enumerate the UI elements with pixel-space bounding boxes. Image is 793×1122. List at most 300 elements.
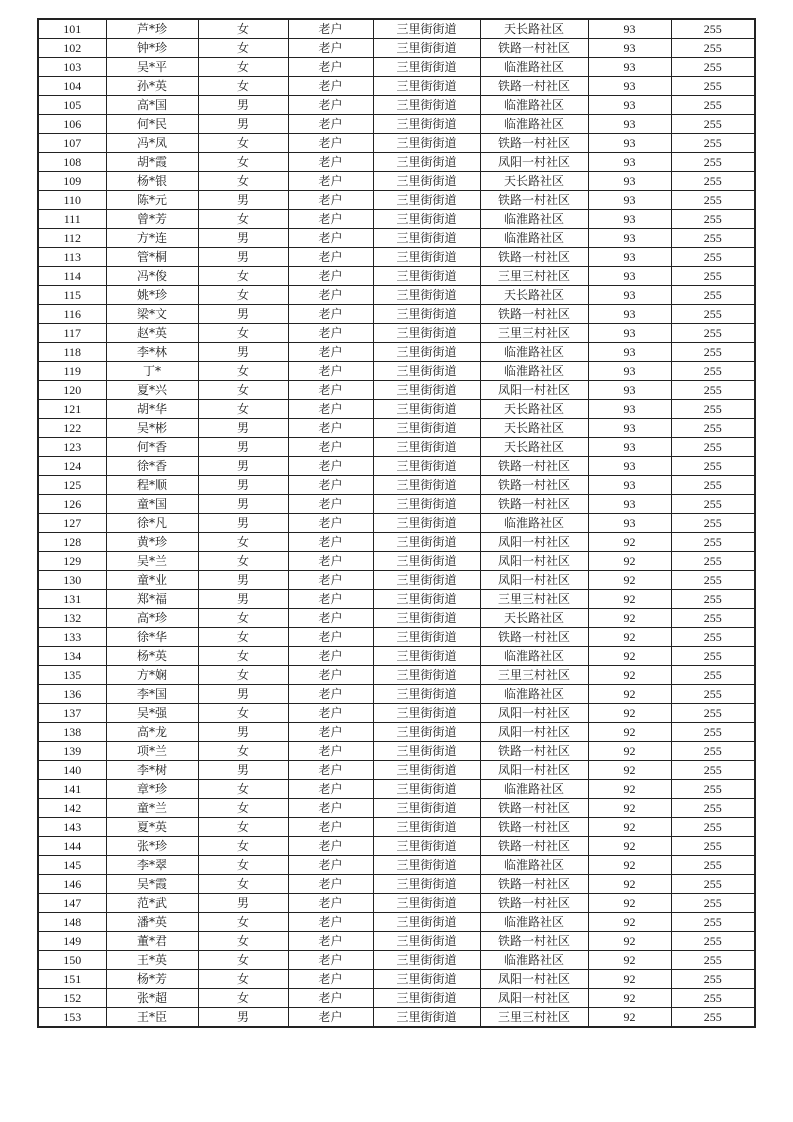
cell-household-type: 老户	[288, 343, 373, 362]
cell-score: 93	[588, 191, 671, 210]
cell-community: 临淮路社区	[480, 96, 588, 115]
table-row	[38, 495, 755, 514]
cell-household-type: 老户	[288, 134, 373, 153]
cell-amount: 255	[671, 438, 755, 457]
cell-community: 铁路一村社区	[480, 495, 588, 514]
cell-community: 天长路社区	[480, 609, 588, 628]
cell-score: 92	[588, 552, 671, 571]
cell-community: 铁路一村社区	[480, 248, 588, 267]
cell-street: 三里街街道	[373, 381, 480, 400]
cell-name: 郑*福	[106, 590, 198, 609]
cell-household-type: 老户	[288, 153, 373, 172]
cell-score: 93	[588, 39, 671, 58]
cell-amount: 255	[671, 761, 755, 780]
cell-score: 93	[588, 400, 671, 419]
cell-household-type: 老户	[288, 647, 373, 666]
cell-household-type: 老户	[288, 115, 373, 134]
table-row	[38, 400, 755, 419]
cell-name: 李*树	[106, 761, 198, 780]
cell-community: 天长路社区	[480, 172, 588, 191]
cell-name: 童*兰	[106, 799, 198, 818]
cell-score: 93	[588, 381, 671, 400]
cell-household-type: 老户	[288, 856, 373, 875]
cell-household-type: 老户	[288, 609, 373, 628]
cell-score: 93	[588, 343, 671, 362]
cell-serial-number: 106	[38, 115, 106, 134]
cell-street: 三里街街道	[373, 609, 480, 628]
cell-name: 范*武	[106, 894, 198, 913]
cell-community: 天长路社区	[480, 438, 588, 457]
cell-household-type: 老户	[288, 381, 373, 400]
cell-community: 铁路一村社区	[480, 191, 588, 210]
cell-amount: 255	[671, 571, 755, 590]
cell-amount: 255	[671, 514, 755, 533]
table-row	[38, 58, 755, 77]
table-row	[38, 818, 755, 837]
cell-community: 凤阳一村社区	[480, 552, 588, 571]
cell-serial-number: 122	[38, 419, 106, 438]
cell-name: 胡*霞	[106, 153, 198, 172]
cell-name: 高*龙	[106, 723, 198, 742]
cell-household-type: 老户	[288, 96, 373, 115]
table-row	[38, 609, 755, 628]
cell-score: 93	[588, 77, 671, 96]
table-row	[38, 172, 755, 191]
table-row	[38, 324, 755, 343]
table-row	[38, 229, 755, 248]
cell-community: 临淮路社区	[480, 913, 588, 932]
table-row	[38, 476, 755, 495]
cell-amount: 255	[671, 191, 755, 210]
cell-serial-number: 120	[38, 381, 106, 400]
table-row	[38, 590, 755, 609]
cell-serial-number: 109	[38, 172, 106, 191]
cell-community: 铁路一村社区	[480, 305, 588, 324]
cell-community: 凤阳一村社区	[480, 704, 588, 723]
cell-street: 三里街街道	[373, 970, 480, 989]
cell-score: 92	[588, 989, 671, 1008]
cell-household-type: 老户	[288, 875, 373, 894]
cell-gender: 男	[198, 248, 288, 267]
cell-amount: 255	[671, 552, 755, 571]
cell-community: 铁路一村社区	[480, 875, 588, 894]
cell-street: 三里街街道	[373, 647, 480, 666]
cell-serial-number: 146	[38, 875, 106, 894]
cell-name: 梁*文	[106, 305, 198, 324]
cell-name: 李*林	[106, 343, 198, 362]
table-row	[38, 381, 755, 400]
cell-street: 三里街街道	[373, 951, 480, 970]
cell-community: 临淮路社区	[480, 210, 588, 229]
cell-amount: 255	[671, 989, 755, 1008]
cell-household-type: 老户	[288, 1008, 373, 1028]
cell-name: 陈*元	[106, 191, 198, 210]
cell-community: 铁路一村社区	[480, 457, 588, 476]
cell-street: 三里街街道	[373, 552, 480, 571]
cell-score: 93	[588, 514, 671, 533]
table-row	[38, 96, 755, 115]
cell-gender: 女	[198, 286, 288, 305]
cell-amount: 255	[671, 913, 755, 932]
cell-community: 铁路一村社区	[480, 77, 588, 96]
cell-amount: 255	[671, 875, 755, 894]
cell-street: 三里街街道	[373, 628, 480, 647]
cell-score: 93	[588, 267, 671, 286]
cell-gender: 女	[198, 799, 288, 818]
cell-gender: 女	[198, 552, 288, 571]
cell-name: 董*君	[106, 932, 198, 951]
cell-community: 临淮路社区	[480, 115, 588, 134]
cell-serial-number: 112	[38, 229, 106, 248]
cell-amount: 255	[671, 457, 755, 476]
cell-community: 临淮路社区	[480, 229, 588, 248]
cell-name: 李*翠	[106, 856, 198, 875]
cell-amount: 255	[671, 343, 755, 362]
cell-score: 93	[588, 210, 671, 229]
cell-community: 铁路一村社区	[480, 932, 588, 951]
cell-score: 92	[588, 666, 671, 685]
cell-name: 胡*华	[106, 400, 198, 419]
cell-community: 凤阳一村社区	[480, 989, 588, 1008]
cell-gender: 女	[198, 400, 288, 419]
cell-serial-number: 101	[38, 19, 106, 39]
cell-gender: 男	[198, 229, 288, 248]
cell-community: 铁路一村社区	[480, 894, 588, 913]
cell-community: 临淮路社区	[480, 58, 588, 77]
cell-serial-number: 137	[38, 704, 106, 723]
cell-score: 92	[588, 818, 671, 837]
cell-name: 夏*兴	[106, 381, 198, 400]
cell-gender: 男	[198, 571, 288, 590]
cell-community: 铁路一村社区	[480, 837, 588, 856]
cell-gender: 女	[198, 267, 288, 286]
cell-gender: 男	[198, 457, 288, 476]
cell-amount: 255	[671, 932, 755, 951]
cell-gender: 女	[198, 609, 288, 628]
cell-name: 孙*英	[106, 77, 198, 96]
cell-street: 三里街街道	[373, 134, 480, 153]
cell-household-type: 老户	[288, 248, 373, 267]
table-row	[38, 134, 755, 153]
cell-score: 93	[588, 476, 671, 495]
cell-gender: 女	[198, 856, 288, 875]
cell-serial-number: 138	[38, 723, 106, 742]
cell-community: 临淮路社区	[480, 647, 588, 666]
cell-gender: 男	[198, 305, 288, 324]
cell-household-type: 老户	[288, 780, 373, 799]
cell-serial-number: 124	[38, 457, 106, 476]
cell-serial-number: 139	[38, 742, 106, 761]
cell-street: 三里街街道	[373, 438, 480, 457]
cell-household-type: 老户	[288, 533, 373, 552]
cell-gender: 女	[198, 324, 288, 343]
cell-household-type: 老户	[288, 39, 373, 58]
cell-serial-number: 114	[38, 267, 106, 286]
cell-household-type: 老户	[288, 723, 373, 742]
cell-score: 92	[588, 913, 671, 932]
cell-amount: 255	[671, 286, 755, 305]
cell-household-type: 老户	[288, 932, 373, 951]
table-row	[38, 837, 755, 856]
cell-gender: 男	[198, 894, 288, 913]
cell-serial-number: 118	[38, 343, 106, 362]
cell-gender: 女	[198, 913, 288, 932]
cell-amount: 255	[671, 324, 755, 343]
cell-name: 杨*英	[106, 647, 198, 666]
cell-amount: 255	[671, 419, 755, 438]
cell-amount: 255	[671, 704, 755, 723]
cell-street: 三里街街道	[373, 856, 480, 875]
cell-street: 三里街街道	[373, 495, 480, 514]
table-row	[38, 780, 755, 799]
cell-name: 夏*英	[106, 818, 198, 837]
cell-household-type: 老户	[288, 172, 373, 191]
cell-gender: 女	[198, 970, 288, 989]
cell-household-type: 老户	[288, 438, 373, 457]
cell-household-type: 老户	[288, 267, 373, 286]
cell-serial-number: 143	[38, 818, 106, 837]
cell-name: 何*民	[106, 115, 198, 134]
table-row	[38, 191, 755, 210]
cell-amount: 255	[671, 495, 755, 514]
table-row	[38, 723, 755, 742]
cell-gender: 女	[198, 780, 288, 799]
cell-amount: 255	[671, 1008, 755, 1028]
cell-amount: 255	[671, 58, 755, 77]
table-row	[38, 419, 755, 438]
table-row	[38, 932, 755, 951]
cell-street: 三里街街道	[373, 514, 480, 533]
cell-amount: 255	[671, 723, 755, 742]
cell-street: 三里街街道	[373, 894, 480, 913]
cell-amount: 255	[671, 400, 755, 419]
cell-serial-number: 148	[38, 913, 106, 932]
cell-amount: 255	[671, 647, 755, 666]
cell-name: 冯*凤	[106, 134, 198, 153]
table-row	[38, 913, 755, 932]
cell-gender: 女	[198, 628, 288, 647]
cell-community: 临淮路社区	[480, 362, 588, 381]
cell-name: 冯*俊	[106, 267, 198, 286]
cell-community: 凤阳一村社区	[480, 723, 588, 742]
cell-amount: 255	[671, 19, 755, 39]
cell-street: 三里街街道	[373, 267, 480, 286]
cell-name: 张*超	[106, 989, 198, 1008]
cell-serial-number: 153	[38, 1008, 106, 1028]
cell-street: 三里街街道	[373, 229, 480, 248]
cell-gender: 男	[198, 96, 288, 115]
cell-street: 三里街街道	[373, 39, 480, 58]
cell-name: 王*英	[106, 951, 198, 970]
cell-street: 三里街街道	[373, 666, 480, 685]
cell-score: 92	[588, 685, 671, 704]
table-row	[38, 77, 755, 96]
cell-community: 凤阳一村社区	[480, 571, 588, 590]
cell-gender: 女	[198, 704, 288, 723]
cell-amount: 255	[671, 666, 755, 685]
cell-household-type: 老户	[288, 970, 373, 989]
cell-score: 93	[588, 96, 671, 115]
table-row	[38, 875, 755, 894]
cell-serial-number: 145	[38, 856, 106, 875]
cell-name: 张*珍	[106, 837, 198, 856]
cell-community: 临淮路社区	[480, 685, 588, 704]
cell-name: 王*臣	[106, 1008, 198, 1028]
cell-street: 三里街街道	[373, 761, 480, 780]
table-row	[38, 19, 755, 39]
cell-household-type: 老户	[288, 210, 373, 229]
cell-street: 三里街街道	[373, 362, 480, 381]
cell-amount: 255	[671, 96, 755, 115]
table-row	[38, 856, 755, 875]
cell-household-type: 老户	[288, 77, 373, 96]
cell-community: 天长路社区	[480, 400, 588, 419]
cell-serial-number: 102	[38, 39, 106, 58]
cell-name: 吴*强	[106, 704, 198, 723]
cell-name: 吴*彬	[106, 419, 198, 438]
cell-household-type: 老户	[288, 191, 373, 210]
cell-community: 临淮路社区	[480, 343, 588, 362]
cell-gender: 男	[198, 514, 288, 533]
cell-household-type: 老户	[288, 286, 373, 305]
cell-gender: 男	[198, 115, 288, 134]
cell-community: 铁路一村社区	[480, 39, 588, 58]
cell-gender: 女	[198, 381, 288, 400]
cell-household-type: 老户	[288, 305, 373, 324]
cell-street: 三里街街道	[373, 913, 480, 932]
cell-household-type: 老户	[288, 818, 373, 837]
cell-community: 临淮路社区	[480, 951, 588, 970]
cell-serial-number: 104	[38, 77, 106, 96]
cell-household-type: 老户	[288, 951, 373, 970]
cell-serial-number: 115	[38, 286, 106, 305]
cell-name: 丁*	[106, 362, 198, 381]
cell-community: 铁路一村社区	[480, 628, 588, 647]
cell-score: 92	[588, 761, 671, 780]
cell-name: 童*国	[106, 495, 198, 514]
cell-serial-number: 130	[38, 571, 106, 590]
cell-gender: 女	[198, 742, 288, 761]
cell-serial-number: 150	[38, 951, 106, 970]
cell-household-type: 老户	[288, 58, 373, 77]
cell-community: 铁路一村社区	[480, 742, 588, 761]
table-row	[38, 685, 755, 704]
cell-name: 方*娴	[106, 666, 198, 685]
cell-household-type: 老户	[288, 457, 373, 476]
cell-score: 93	[588, 229, 671, 248]
cell-gender: 男	[198, 419, 288, 438]
cell-amount: 255	[671, 894, 755, 913]
cell-street: 三里街街道	[373, 172, 480, 191]
cell-score: 92	[588, 1008, 671, 1028]
table-row	[38, 533, 755, 552]
cell-serial-number: 141	[38, 780, 106, 799]
cell-street: 三里街街道	[373, 191, 480, 210]
table-row	[38, 628, 755, 647]
cell-household-type: 老户	[288, 552, 373, 571]
cell-street: 三里街街道	[373, 77, 480, 96]
cell-street: 三里街街道	[373, 875, 480, 894]
cell-gender: 女	[198, 19, 288, 39]
cell-score: 92	[588, 875, 671, 894]
cell-street: 三里街街道	[373, 742, 480, 761]
cell-name: 徐*华	[106, 628, 198, 647]
cell-gender: 男	[198, 723, 288, 742]
cell-gender: 女	[198, 647, 288, 666]
table-row	[38, 362, 755, 381]
cell-name: 童*业	[106, 571, 198, 590]
cell-amount: 255	[671, 134, 755, 153]
cell-amount: 255	[671, 476, 755, 495]
cell-street: 三里街街道	[373, 210, 480, 229]
cell-amount: 255	[671, 818, 755, 837]
cell-score: 93	[588, 457, 671, 476]
cell-community: 天长路社区	[480, 419, 588, 438]
cell-street: 三里街街道	[373, 286, 480, 305]
table-row	[38, 799, 755, 818]
cell-name: 管*桐	[106, 248, 198, 267]
cell-amount: 255	[671, 742, 755, 761]
cell-name: 吴*兰	[106, 552, 198, 571]
cell-score: 92	[588, 837, 671, 856]
cell-name: 钟*珍	[106, 39, 198, 58]
cell-name: 赵*英	[106, 324, 198, 343]
cell-amount: 255	[671, 267, 755, 286]
table-row	[38, 552, 755, 571]
cell-gender: 男	[198, 476, 288, 495]
cell-community: 凤阳一村社区	[480, 970, 588, 989]
cell-serial-number: 103	[38, 58, 106, 77]
cell-gender: 女	[198, 837, 288, 856]
cell-score: 92	[588, 609, 671, 628]
cell-name: 芦*珍	[106, 19, 198, 39]
cell-score: 93	[588, 495, 671, 514]
cell-serial-number: 110	[38, 191, 106, 210]
cell-gender: 男	[198, 438, 288, 457]
cell-street: 三里街街道	[373, 248, 480, 267]
cell-street: 三里街街道	[373, 419, 480, 438]
cell-score: 93	[588, 134, 671, 153]
cell-amount: 255	[671, 799, 755, 818]
cell-gender: 女	[198, 134, 288, 153]
table-row	[38, 286, 755, 305]
table-row	[38, 153, 755, 172]
cell-street: 三里街街道	[373, 400, 480, 419]
cell-household-type: 老户	[288, 685, 373, 704]
cell-community: 凤阳一村社区	[480, 381, 588, 400]
cell-serial-number: 140	[38, 761, 106, 780]
table-row	[38, 970, 755, 989]
cell-gender: 男	[198, 761, 288, 780]
cell-name: 李*国	[106, 685, 198, 704]
cell-household-type: 老户	[288, 324, 373, 343]
cell-household-type: 老户	[288, 913, 373, 932]
cell-street: 三里街街道	[373, 818, 480, 837]
cell-serial-number: 108	[38, 153, 106, 172]
cell-serial-number: 142	[38, 799, 106, 818]
cell-community: 临淮路社区	[480, 780, 588, 799]
cell-serial-number: 152	[38, 989, 106, 1008]
cell-score: 92	[588, 970, 671, 989]
cell-gender: 男	[198, 343, 288, 362]
table-row	[38, 571, 755, 590]
cell-community: 铁路一村社区	[480, 799, 588, 818]
cell-name: 潘*英	[106, 913, 198, 932]
cell-score: 93	[588, 58, 671, 77]
cell-household-type: 老户	[288, 495, 373, 514]
cell-street: 三里街街道	[373, 324, 480, 343]
cell-gender: 女	[198, 932, 288, 951]
